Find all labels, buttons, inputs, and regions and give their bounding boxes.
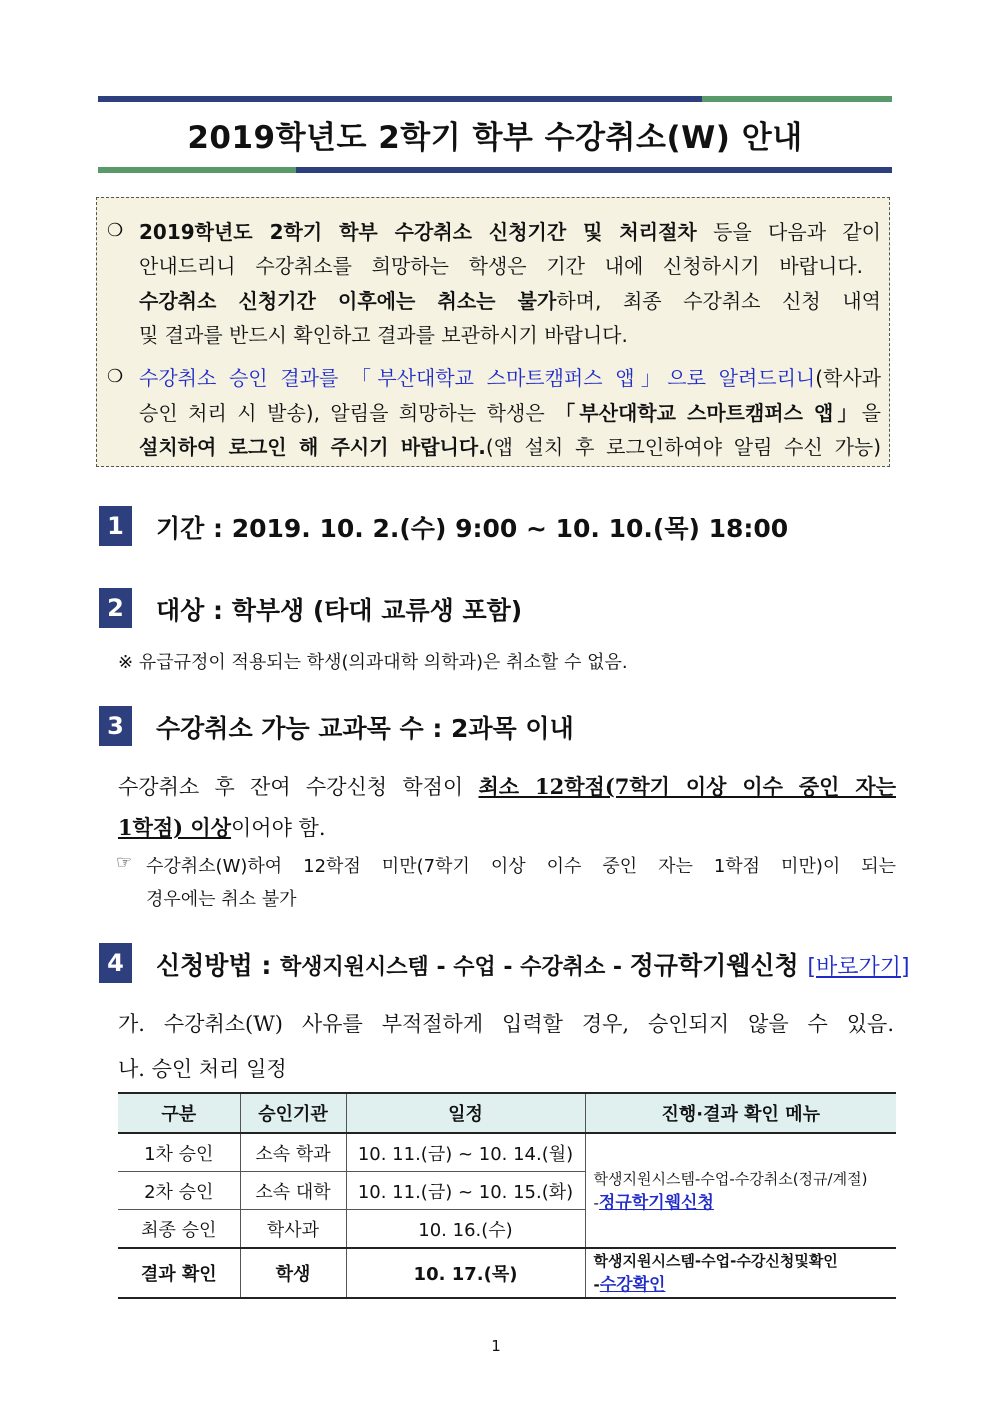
table-row bbox=[118, 1133, 896, 1172]
section-3-note-line1: 수강취소(W)하여 12학점 미만(7학기 이상 이수 중인 자는 1학점 미만)이 되는 bbox=[146, 856, 896, 877]
table-cell: 소속 학과 bbox=[240, 1133, 346, 1172]
menu-cell-cancel bbox=[585, 1133, 896, 1248]
notice-p2-line2-a: 승인 처리 시 발송), 알림을 희망하는 학생은 bbox=[139, 401, 556, 425]
section-3-paragraph-line2 bbox=[118, 812, 326, 842]
notice-p1-line4: 및 결과를 반드시 확인하고 결과를 보관하시기 바랍니다. bbox=[139, 323, 628, 347]
page-title: 2019학년도 2학기 학부 수강취소(W) 안내 bbox=[187, 120, 803, 156]
section-3-p2-underlined: 1학점) 이상 bbox=[118, 815, 232, 840]
section-3-note-line2: 경우에는 취소 불가 bbox=[146, 889, 297, 910]
title-bar-top-navy bbox=[98, 96, 702, 102]
table-header-row bbox=[118, 1093, 896, 1133]
notice-p2-line2 bbox=[139, 397, 881, 426]
table-cell: 학사과 bbox=[240, 1210, 346, 1249]
header-menu: 진행·결과 확인 메뉴 bbox=[585, 1093, 896, 1133]
menu-dash: - bbox=[593, 1193, 599, 1212]
table-cell: 학생 bbox=[240, 1248, 346, 1298]
menu-link-line bbox=[594, 1273, 897, 1297]
menu-cell-confirm bbox=[585, 1248, 896, 1298]
section-4-label: 신청방법 bbox=[156, 951, 253, 980]
section-3-title: 수강취소 가능 교과목 수 : 2과목 이내 bbox=[156, 714, 574, 743]
notice-p1-line3-bold: 수강취소 신청기간 이후에는 취소는 불가 bbox=[139, 289, 557, 313]
table-cell: 10. 16.(수) bbox=[346, 1210, 585, 1249]
title-bar-bottom-navy bbox=[296, 167, 892, 173]
menu-dash: - bbox=[593, 1276, 600, 1294]
section-3-p1-a: 수강취소 후 잔여 수강신청 학점이 bbox=[118, 775, 479, 799]
table-cell: 결과 확인 bbox=[118, 1248, 240, 1298]
section-4-title bbox=[156, 946, 910, 982]
notice-p1-bold: 2019학년도 2학기 학부 수강취소 신청기간 및 처리절차 bbox=[139, 220, 697, 244]
notice-p1-line3 bbox=[139, 285, 881, 314]
notice-p1-line2: 안내드리니 수강취소를 희망하는 학생은 기간 내에 신청하시기 바랍니다. bbox=[139, 254, 863, 278]
section-4-path: 학생지원시스템 - 수업 - 수강취소 - bbox=[280, 955, 630, 980]
table-cell: 10. 11.(금) ~ 10. 15.(화) bbox=[346, 1172, 585, 1210]
section-3-paragraph-line1 bbox=[118, 771, 896, 801]
regular-semester-web-link[interactable]: 정규학기웹신청 bbox=[598, 1192, 714, 1213]
menu-link-line bbox=[594, 1191, 897, 1215]
table-cell: 2차 승인 bbox=[118, 1172, 240, 1210]
course-confirm-link[interactable]: 수강확인 bbox=[599, 1275, 666, 1295]
menu-path-cancel: 학생지원시스템-수업-수강취소(정규/계절) bbox=[593, 1169, 868, 1188]
menu-path-confirm: 학생지원시스템-수업-수강신청및확인 bbox=[593, 1252, 838, 1270]
notice-box bbox=[96, 197, 890, 467]
header-category: 구분 bbox=[118, 1093, 240, 1133]
section-3-p1-underlined: 최소 12학점(7학기 이상 이수 중인 자는 bbox=[478, 774, 896, 799]
section-1-title: 기간 : 2019. 10. 2.(수) 9:00 ~ 10. 10.(목) 18:00 bbox=[156, 514, 789, 543]
section-4-number: 4 bbox=[99, 943, 132, 983]
pointing-hand-icon: ☞ bbox=[116, 852, 133, 873]
header-approver: 승인기관 bbox=[240, 1093, 346, 1133]
circle-bullet-icon: ❍ bbox=[107, 366, 124, 387]
section-2-title: 대상 : 학부생 (타대 교류생 포함) bbox=[156, 596, 523, 625]
notice-p2-line2-c: 을 bbox=[861, 401, 881, 425]
notice-p1-line3-rest: 하며, 최종 수강취소 신청 내역 bbox=[556, 289, 881, 313]
section-3-p2-rest: 이어야 함. bbox=[231, 816, 326, 840]
notice-p2-blue: 수강취소 승인 결과를 「부산대학교 스마트캠퍼스 앱」으로 알려드리니 bbox=[139, 366, 816, 390]
table-cell: 1차 승인 bbox=[118, 1133, 240, 1172]
circle-bullet-icon: ❍ bbox=[107, 220, 124, 241]
page-number: 1 bbox=[491, 1337, 501, 1355]
notice-p2-line3 bbox=[139, 431, 881, 460]
approval-schedule-table bbox=[118, 1092, 896, 1299]
section-4-item-na: 나. 승인 처리 일정 bbox=[118, 1057, 287, 1081]
notice-p2-line1 bbox=[139, 362, 881, 391]
notice-p1-rest: 등을 다음과 같이 bbox=[696, 220, 882, 244]
section-2-note: ※ 유급규정이 적용되는 학생(의과대학 의학과)은 취소할 수 없음. bbox=[118, 652, 628, 673]
section-4-colon: : bbox=[252, 951, 281, 980]
notice-p2-line3-rest: (앱 설치 후 로그인하여야 알림 수신 가능) bbox=[485, 435, 882, 459]
title-bar-bottom-green bbox=[98, 167, 296, 173]
table-cell: 최종 승인 bbox=[118, 1210, 240, 1249]
notice-p2-rest: (학사과 bbox=[815, 366, 881, 390]
table-row-result bbox=[118, 1248, 896, 1298]
section-4-path-bold: 정규학기웹신청 bbox=[629, 951, 799, 980]
notice-p1-line1 bbox=[139, 216, 881, 245]
shortcut-link[interactable]: [바로가기] bbox=[807, 955, 910, 980]
title-bar-top-green bbox=[702, 96, 892, 102]
header-schedule: 일정 bbox=[346, 1093, 585, 1133]
section-4-item-ga: 가. 수강취소(W) 사유를 부적절하게 입력할 경우, 승인되지 않을 수 있음. bbox=[118, 1012, 894, 1036]
notice-p2-line3-bold: 설치하여 로그인 해 주시기 바랍니다. bbox=[139, 435, 486, 459]
table-cell: 소속 대학 bbox=[240, 1172, 346, 1210]
table-cell: 10. 17.(목) bbox=[346, 1248, 585, 1298]
section-2-number: 2 bbox=[99, 588, 132, 628]
section-1-number: 1 bbox=[99, 506, 132, 546]
notice-p2-app-name: 「부산대학교 스마트캠퍼스 앱」 bbox=[555, 401, 862, 425]
section-3-number: 3 bbox=[99, 706, 132, 746]
table-cell: 10. 11.(금) ~ 10. 14.(월) bbox=[346, 1133, 585, 1172]
